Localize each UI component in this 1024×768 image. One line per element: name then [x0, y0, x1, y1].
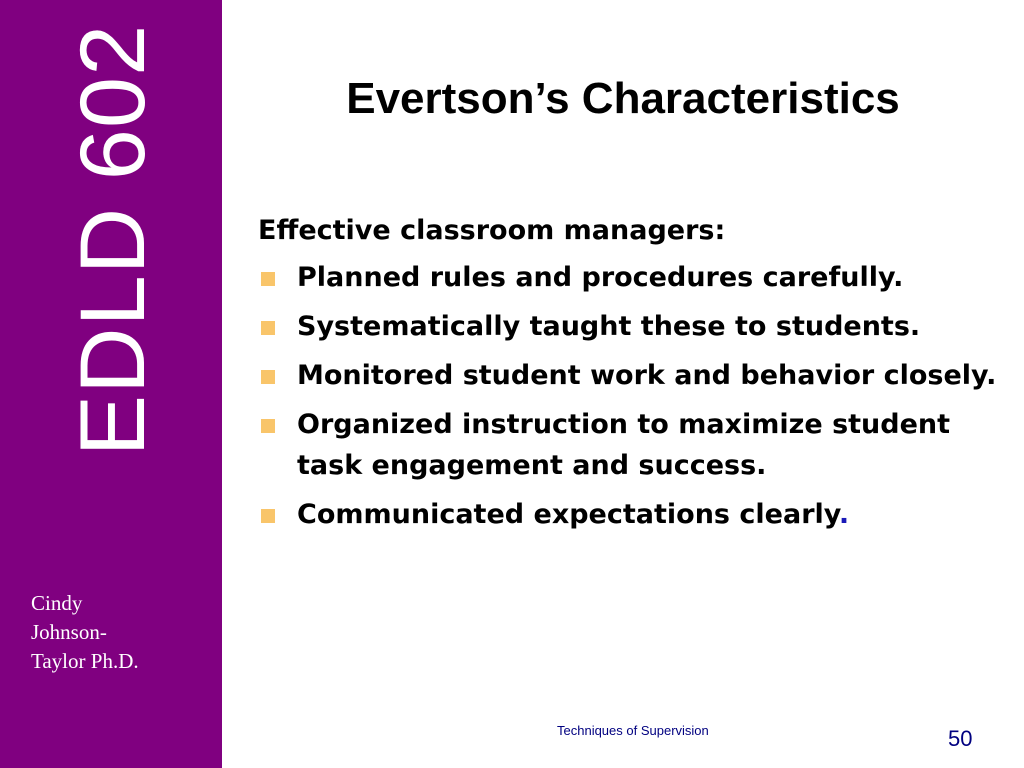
bullet-item [258, 306, 998, 347]
sidebar [0, 0, 222, 768]
author-name [31, 589, 201, 676]
bullet-text: Organized instruction to maximize student task engagement and success. [297, 409, 951, 481]
slide-title: Evertson’s Characteristics [346, 74, 900, 123]
author-line: Cindy [31, 591, 83, 615]
author-line: Johnson- [31, 620, 107, 644]
square-bullet-icon [261, 509, 275, 523]
bullet-text: Monitored student work and behavior closely. [297, 360, 997, 391]
square-bullet-icon [261, 370, 275, 384]
square-bullet-icon [261, 272, 275, 286]
bullet-text: Systematically taught these to students. [297, 311, 921, 342]
page-number: 50 [948, 726, 973, 751]
footer-text: Techniques of Supervision [557, 723, 709, 738]
square-bullet-icon [261, 419, 275, 433]
author-line: Taylor Ph.D. [31, 649, 139, 673]
bullet-item [258, 494, 998, 535]
intro-text: Effective classroom managers: [258, 215, 726, 246]
slide-content [258, 210, 998, 543]
bullet-text: Planned rules and procedures carefully. [297, 262, 904, 293]
square-bullet-icon [261, 321, 275, 335]
bullet-period: . [838, 499, 850, 530]
bullet-item [258, 404, 998, 486]
course-code: EDLD 602 [62, 23, 164, 457]
bullet-item [258, 257, 998, 298]
bullet-text: Communicated expectations clearly [297, 499, 839, 530]
bullet-list [258, 257, 998, 535]
bullet-item [258, 355, 998, 396]
